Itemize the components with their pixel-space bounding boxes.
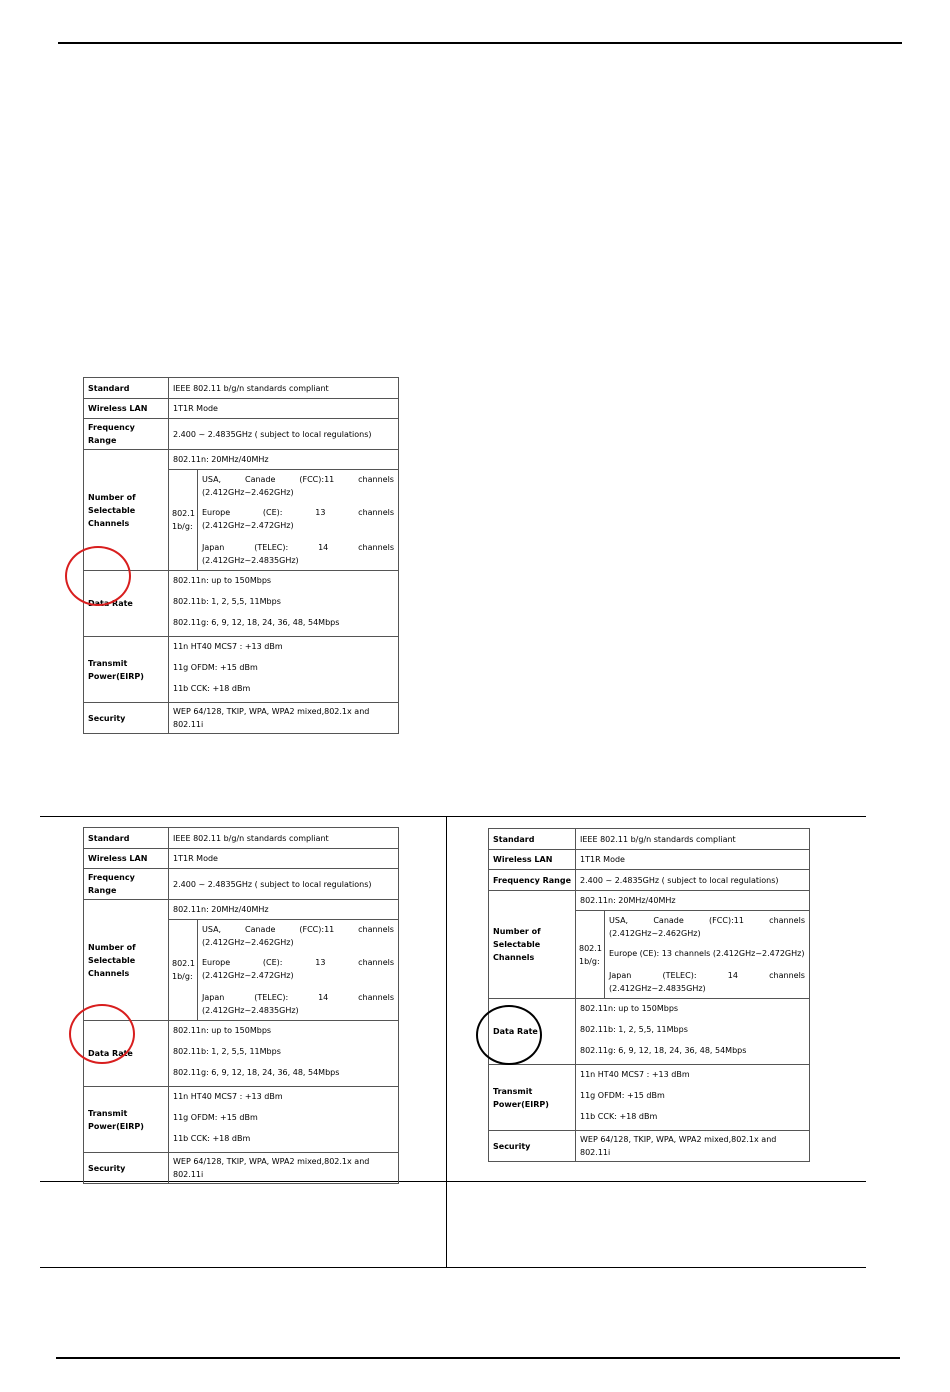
standard-label: Standard [84,378,169,399]
channels-mode [169,470,198,571]
usa-text: (FCC):11 [299,475,335,484]
security-value: WEP 64/128, TKIP, WPA, WPA2 mixed,802.1x and 802.11i [169,703,399,734]
security-value: WEP 64/128, TKIP, WPA, WPA2 mixed,802.1x and 802.11i [169,1153,399,1184]
channels-label-line: Channels [88,518,130,528]
usa-text: channels [358,475,394,484]
channels-n: 802.11n: 20MHz/40MHz [580,896,676,905]
usa-range: (2.412GHz~2.462GHz) [202,488,294,497]
red-highlight-circle [69,1004,135,1064]
power-label-line: Power(EIRP) [88,1121,144,1131]
japan-text: Japan [609,971,632,980]
wlan-label: Wireless LAN [489,850,576,870]
channel-japan [198,538,398,570]
datarate-value [576,999,810,1065]
datarate-n: 802.11n: up to 150Mbps [580,1004,679,1013]
standard-value: IEEE 802.11 b/g/n standards compliant [169,828,399,849]
datarate-g: 802.11g: 6, 9, 12, 18, 24, 36, 48, 54Mbps [173,618,340,627]
datarate-n: 802.11n: up to 150Mbps [173,576,272,585]
datarate-label: Data Rate [84,571,169,637]
japan-text: (TELEC): [254,993,289,1002]
grid-top-line [40,816,866,817]
power-label-line: Transmit [88,658,128,668]
power-value [576,1065,810,1131]
japan-text: Japan [202,543,225,552]
usa-text: USA, [202,925,222,934]
mode-line: 1b/g: [579,956,600,966]
wlan-value: 1T1R Mode [169,849,399,869]
channels-value [576,891,810,999]
channel-japan [198,988,398,1020]
datarate-label: Data Rate [489,999,576,1065]
channel-japan [605,966,809,998]
channel-list [605,911,810,999]
spec-table-left [83,827,399,1184]
power-label-line: Transmit [493,1086,533,1096]
usa-text: USA, [609,916,629,925]
channels-value [169,900,399,1021]
power-n: 11n HT40 MCS7 : +13 dBm [173,642,283,651]
channels-mode [576,911,605,999]
grid-bottom-line [40,1267,866,1268]
usa-text: USA, [202,475,222,484]
japan-text: 14 [318,543,329,552]
standard-label: Standard [489,829,576,850]
mode-line: 802.1 [172,509,195,518]
channels-label-line: Number of [88,492,136,502]
usa-text: Canade [653,916,684,925]
channel-europe: Europe (CE): 13 channels (2.412GHz~2.472GHz) [202,958,394,980]
mode-line: 1b/g: [172,972,193,981]
usa-text: channels [358,925,394,934]
datarate-value [169,1021,399,1087]
usa-range: (2.412GHz~2.462GHz) [202,938,294,947]
usa-text: channels [769,916,805,925]
japan-text: channels [358,543,394,552]
japan-text: 14 [727,971,738,980]
power-value [169,637,399,703]
wlan-label: Wireless LAN [84,849,169,869]
usa-range: (2.412GHz~2.462GHz) [609,929,701,938]
power-b: 11b CCK: +18 dBm [173,684,251,693]
channels-label-line: Selectable [88,505,136,515]
datarate-g: 802.11g: 6, 9, 12, 18, 24, 36, 48, 54Mbps [580,1046,747,1055]
black-highlight-circle [476,1005,542,1065]
power-label-line: Power(EIRP) [88,671,144,681]
power-n: 11n HT40 MCS7 : +13 dBm [580,1070,690,1079]
channel-usa [605,911,809,943]
datarate-b: 802.11b: 1, 2, 5,5, 11Mbps [173,597,281,606]
channels-label-line: Number of [493,927,541,936]
channels-n: 802.11n: 20MHz/40MHz [173,455,269,464]
power-label [84,1087,169,1153]
standard-label: Standard [84,828,169,849]
usa-text: (FCC):11 [299,925,335,934]
security-value: WEP 64/128, TKIP, WPA, WPA2 mixed,802.1x and 802.11i [576,1131,810,1162]
frequency-value: 2.400 ~ 2.4835GHz ( subject to local regulations) [169,869,399,900]
channel-list [198,470,399,571]
japan-text: (TELEC): [254,543,289,552]
mode-line: 1b/g: [172,522,193,531]
power-label [489,1065,576,1131]
japan-text: channels [769,971,805,980]
wlan-value: 1T1R Mode [576,850,810,870]
frequency-value: 2.400 ~ 2.4835GHz ( subject to local regulations) [576,870,810,891]
grid-vertical-line [446,816,447,1268]
channels-label [84,900,169,1021]
spec-table-right [488,828,810,1162]
security-label: Security [84,1153,169,1184]
channel-usa [198,920,398,952]
usa-text: (FCC):11 [709,916,744,925]
power-g: 11g OFDM: +15 dBm [580,1091,665,1100]
frequency-label: Frequency Range [84,419,169,450]
channels-label-line: Selectable [493,940,541,949]
datarate-n: 802.11n: up to 150Mbps [173,1026,272,1035]
power-b: 11b CCK: +18 dBm [580,1112,658,1121]
security-label: Security [489,1131,576,1162]
channel-usa [198,470,398,502]
frequency-value: 2.400 ~ 2.4835GHz ( subject to local regulations) [169,419,399,450]
japan-text: 14 [318,993,329,1002]
wlan-value: 1T1R Mode [169,399,399,419]
power-label-line: Transmit [88,1108,128,1118]
channels-mode [169,920,198,1021]
channels-label-line: Channels [493,953,535,962]
datarate-b: 802.11b: 1, 2, 5,5, 11Mbps [173,1047,281,1056]
power-label [84,637,169,703]
power-value [169,1087,399,1153]
security-label: Security [84,703,169,734]
power-g: 11g OFDM: +15 dBm [173,663,258,672]
japan-text: (TELEC): [662,971,697,980]
datarate-g: 802.11g: 6, 9, 12, 18, 24, 36, 48, 54Mbps [173,1068,340,1077]
japan-text: Japan [202,993,225,1002]
channels-label-line: Number of [88,942,136,952]
channel-list [198,920,399,1021]
mode-line: 802.1 [579,943,602,953]
frequency-label: Frequency Range [84,869,169,900]
usa-text: Canade [245,925,276,934]
channels-label [489,891,576,999]
spec-table-top [83,377,399,734]
channels-label-line: Selectable [88,955,136,965]
power-label-line: Power(EIRP) [493,1099,549,1109]
channel-europe: Europe (CE): 13 channels (2.412GHz~2.472GHz) [609,949,805,958]
standard-value: IEEE 802.11 b/g/n standards compliant [576,829,810,850]
bottom-rule [56,1357,900,1359]
red-highlight-circle [65,546,131,606]
frequency-label: Frequency Range [489,870,576,891]
datarate-value [169,571,399,637]
datarate-label: Data Rate [84,1021,169,1087]
top-rule [58,42,902,44]
mode-line: 802.1 [172,959,195,968]
power-b: 11b CCK: +18 dBm [173,1134,251,1143]
japan-range: (2.412GHz~2.4835GHz) [202,1006,299,1015]
standard-value: IEEE 802.11 b/g/n standards compliant [169,378,399,399]
channels-value [169,450,399,571]
power-g: 11g OFDM: +15 dBm [173,1113,258,1122]
japan-range: (2.412GHz~2.4835GHz) [202,556,299,565]
japan-text: channels [358,993,394,1002]
japan-range: (2.412GHz~2.4835GHz) [609,984,706,993]
channels-n: 802.11n: 20MHz/40MHz [173,905,269,914]
channels-label-line: Channels [88,968,130,978]
channel-europe: Europe (CE): 13 channels (2.412GHz~2.472GHz) [202,508,394,530]
datarate-b: 802.11b: 1, 2, 5,5, 11Mbps [580,1025,688,1034]
usa-text: Canade [245,475,276,484]
power-n: 11n HT40 MCS7 : +13 dBm [173,1092,283,1101]
wlan-label: Wireless LAN [84,399,169,419]
